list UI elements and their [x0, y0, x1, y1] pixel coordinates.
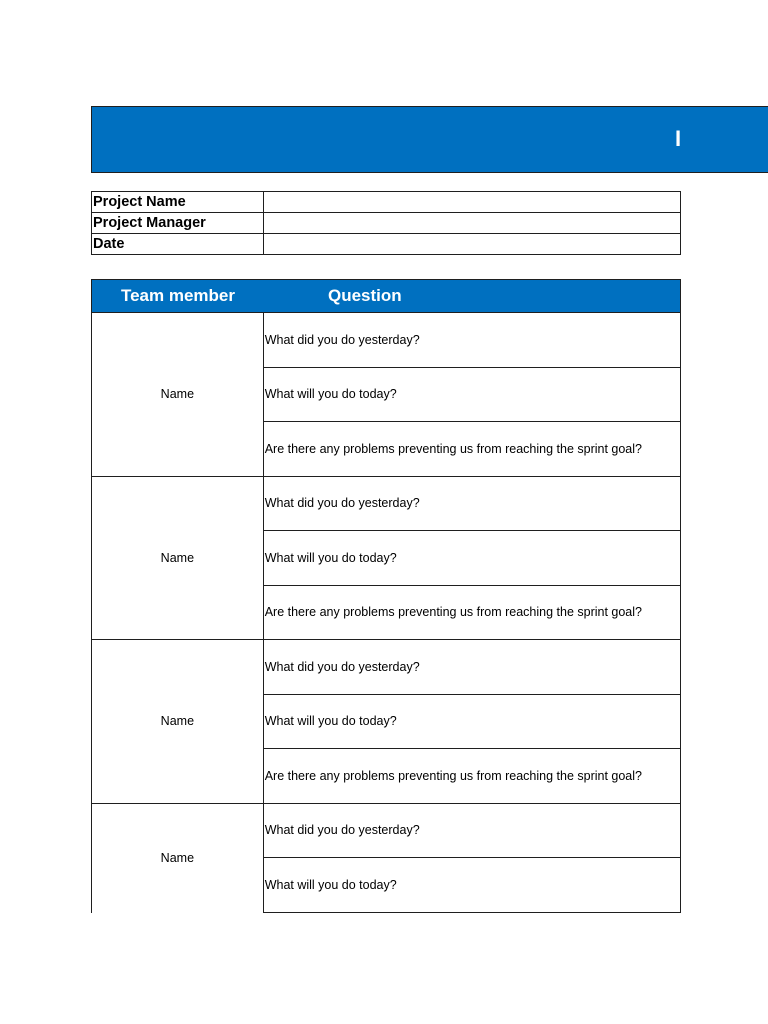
question-list: [264, 313, 681, 477]
standup-table: [91, 279, 681, 913]
question-header: Question: [328, 286, 402, 305]
question-yesterday[interactable]: What did you do yesterday?: [264, 804, 681, 859]
question-list: [264, 804, 681, 913]
question-yesterday[interactable]: What did you do yesterday?: [264, 477, 681, 532]
project-manager-field[interactable]: [263, 213, 680, 234]
question-list: [264, 477, 681, 641]
question-blockers[interactable]: Are there any problems preventing us from reaching the sprint goal?: [264, 422, 681, 477]
question-list: [264, 640, 681, 804]
member-group: [91, 477, 681, 641]
team-member-header: Team member: [120, 286, 235, 305]
project-info-table: [91, 191, 681, 255]
date-label: Date: [92, 234, 264, 255]
member-name-cell[interactable]: Name: [92, 804, 264, 913]
question-today[interactable]: What will you do today?: [264, 695, 681, 750]
info-row-date: [92, 234, 681, 255]
project-manager-label: Project Manager: [92, 213, 264, 234]
question-blockers[interactable]: Are there any problems preventing us from reaching the sprint goal?: [264, 749, 681, 804]
question-blockers[interactable]: Are there any problems preventing us from reaching the sprint goal?: [264, 586, 681, 641]
member-name-cell[interactable]: Name: [92, 477, 264, 641]
member-name-cell[interactable]: Name: [92, 313, 264, 477]
question-yesterday[interactable]: What did you do yesterday?: [264, 313, 681, 368]
question-today[interactable]: What will you do today?: [264, 368, 681, 423]
question-today[interactable]: What will you do today?: [264, 858, 681, 913]
question-yesterday[interactable]: What did you do yesterday?: [264, 640, 681, 695]
title-banner: [91, 106, 768, 173]
question-today[interactable]: What will you do today?: [264, 531, 681, 586]
project-name-label: Project Name: [92, 192, 264, 213]
project-name-field[interactable]: [263, 192, 680, 213]
member-group: [91, 640, 681, 804]
info-row-project-name: [92, 192, 681, 213]
member-name-cell[interactable]: Name: [92, 640, 264, 804]
standup-header-row: [91, 279, 681, 313]
member-group: [91, 804, 681, 913]
date-field[interactable]: [263, 234, 680, 255]
info-row-project-manager: [92, 213, 681, 234]
member-group: [91, 313, 681, 477]
sheet-title: I: [675, 126, 682, 151]
